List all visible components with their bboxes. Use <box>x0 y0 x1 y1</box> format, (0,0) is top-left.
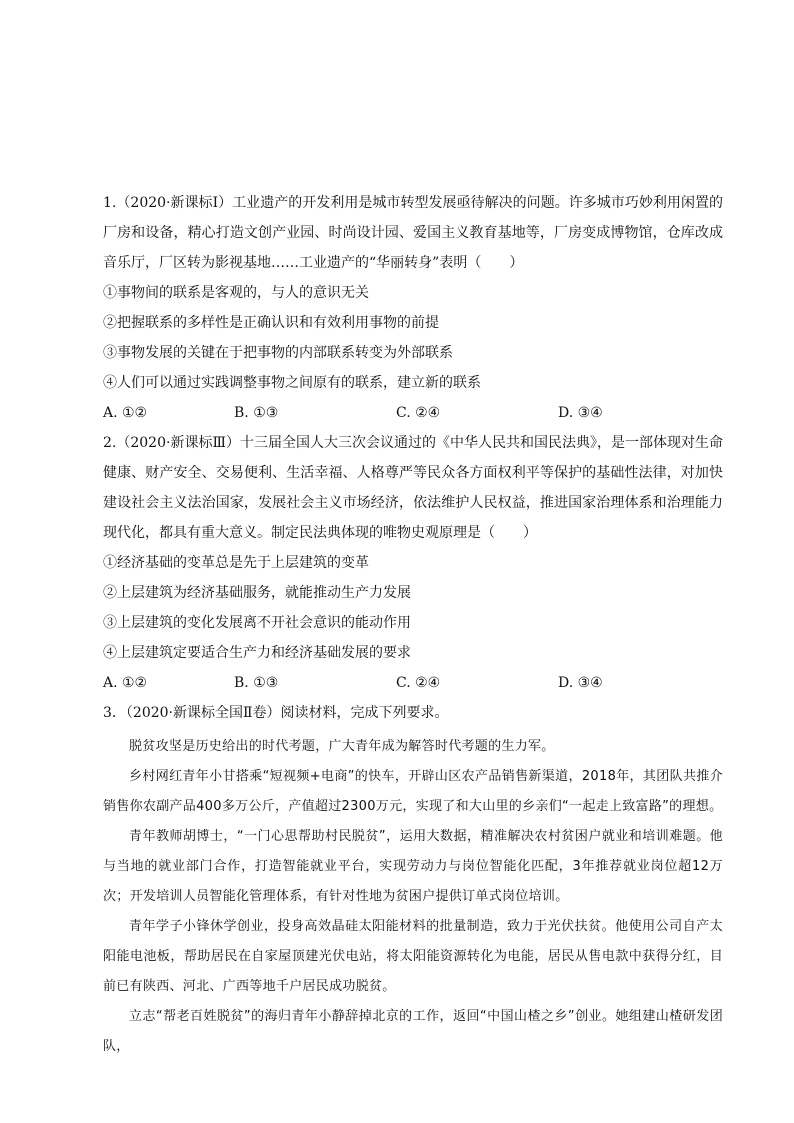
material-paragraph-1: 脱贫攻坚是历史给出的时代考题，广大青年成为解答时代考题的生力军。 <box>129 739 555 754</box>
question-3 <box>103 698 723 1062</box>
question-2-choice-b: B. ①③ <box>234 675 279 691</box>
material-paragraph-2: 乡村网红青年小甘搭乘“短视频+电商”的快车，开辟山区农产品销售新渠道，2018年，其团队共推介销售你农副产品400多万公斤，产值超过2300万元，实现了和大山里的乡亲们“一起走上致富路”的理想。 <box>103 769 723 814</box>
question-2-choice-a: A. ①② <box>103 675 148 691</box>
question-2-choice-d: D. ③④ <box>558 675 603 691</box>
question-3-stem: 3．（2020·新课标全国Ⅱ卷）阅读材料，完成下列要求。 <box>103 705 449 721</box>
question-2-choices <box>103 668 723 698</box>
question-1-choice-c: C. ②④ <box>396 405 441 421</box>
question-1-stem: 1.（2020·新课标Ⅰ）工业遗产的开发利用是城市转型发展亟待解决的问题。许多城市巧妙利用闲置的厂房和设备，精心打造文创产业园、时尚设计园、爱国主义教育基地等，厂房变成博物馆，仓库改成音乐厅，厂区转为影视基地……工业遗产的“华丽转身”表明（ ） <box>103 195 723 271</box>
question-2-option-1: ①经济基础的变革总是先于上层建筑的变革 <box>103 555 369 571</box>
question-1-choice-d: D. ③④ <box>558 405 603 421</box>
question-1-option-1: ①事物间的联系是客观的，与人的意识无关 <box>103 285 369 301</box>
material-paragraph-5: 立志“帮老百姓脱贫”的海归青年小静辞掉北京的工作，返回“中国山楂之乡”创业。她组建山楂研发团队， <box>103 1009 723 1054</box>
question-2-option-2: ②上层建筑为经济基础服务，就能推动生产力发展 <box>103 585 411 601</box>
question-1-choice-a: A. ①② <box>103 405 148 421</box>
question-2 <box>103 428 723 698</box>
question-1-option-3: ③事物发展的关键在于把事物的内部联系转变为外部联系 <box>103 345 453 361</box>
question-2-choice-c: C. ②④ <box>396 675 441 691</box>
question-2-option-4: ④上层建筑定要适合生产力和经济基础发展的要求 <box>103 645 411 661</box>
material-paragraph-4: 青年学子小锋休学创业，投身高效晶硅太阳能材料的批量制造，致力于光伏扶贫。他使用公司自产太阳能电池板，帮助居民在自家屋顶建光伏电站，将太阳能资源转化为电能，居民从售电款中获得分红，目前已有陕西、河北、广西等地千户居民成功脱贫。 <box>103 919 723 994</box>
question-1-option-2: ②把握联系的多样性是正确认识和有效利用事物的前提 <box>103 315 439 331</box>
question-2-option-3: ③上层建筑的变化发展离不开社会意识的能动作用 <box>103 615 411 631</box>
question-1-option-4: ④人们可以通过实践调整事物之间原有的联系，建立新的联系 <box>103 375 481 391</box>
material-paragraph-3: 青年教师胡博士，“一门心思帮助村民脱贫”，运用大数据，精准解决农村贫困户就业和培训难题。他与当地的就业部门合作，打造智能就业平台，实现劳动力与岗位智能化匹配，3年推荐就业岗位超12万次；开发培训人员智能化管理体系，有针对性地为贫困户提供订单式岗位培训。 <box>103 829 723 904</box>
question-1-choice-b: B. ①③ <box>234 405 279 421</box>
question-2-stem: 2.（2020·新课标Ⅲ）十三届全国人大三次会议通过的《中华人民共和国民法典》，是一部体现对生命健康、财产安全、交易便利、生活幸福、人格尊严等民众各方面权利平等保护的基础性法律，对加快建设社会主义法治国家，发展社会主义市场经济，依法维护人民权益，推进国家治理体系和治理能力现代化，都具有重大意义。制定民法典体现的唯物史观原理是（ ） <box>103 435 723 541</box>
document-content <box>103 188 723 1062</box>
question-1-choices <box>103 398 723 428</box>
question-1 <box>103 188 723 428</box>
